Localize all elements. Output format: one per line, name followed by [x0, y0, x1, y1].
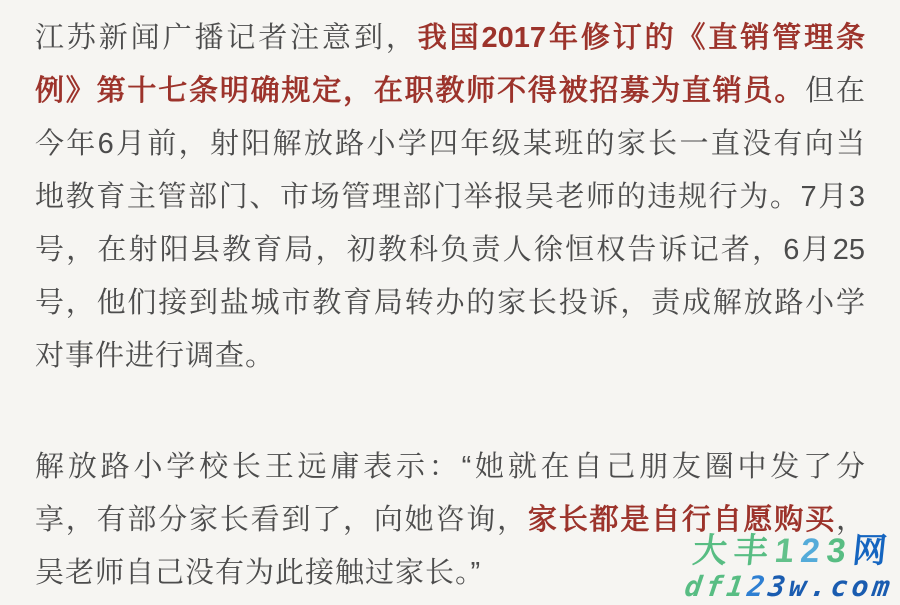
watermark-char: d: [683, 570, 709, 603]
watermark-char: 1: [724, 570, 751, 603]
watermark-char: m: [870, 570, 897, 603]
text-line: [35, 547, 865, 600]
text-line: [35, 171, 865, 224]
watermark-char: c: [829, 570, 855, 603]
text-line: [35, 494, 865, 547]
watermark-char: 网: [851, 532, 897, 570]
body-text: ，: [835, 504, 865, 536]
watermark-char: o: [849, 570, 876, 603]
body-text: 享，有部分家长看到了，向她咨询，: [35, 504, 528, 536]
body-text: 江苏新闻广播记者注意到，: [35, 22, 418, 54]
watermark-char: 1: [773, 532, 804, 570]
body-text: 解放路小学校长王远庸表示：“她就在自己朋友圈中发了分: [35, 451, 865, 483]
body-text: 吴老师自己没有为此接触过家长。”: [35, 557, 482, 589]
watermark-char: 大: [691, 532, 737, 570]
text-line: [35, 277, 865, 330]
text-line: [35, 12, 865, 65]
text-line: [35, 118, 865, 171]
text-line: [35, 65, 865, 118]
text-line: [35, 330, 865, 383]
body-text: 号，在射阳县教育局，初教科负责人徐恒权告诉记者，6月25: [35, 234, 865, 266]
article-body: [35, 12, 865, 600]
highlighted-text: 我国2017年修订的《直销管理条: [417, 22, 865, 54]
body-text: 对事件进行调查。: [35, 340, 276, 372]
text-line: [35, 441, 865, 494]
body-text: 但在: [805, 75, 865, 107]
body-text: 号，他们接到盐城市教育局转办的家长投诉，责成解放路小学: [35, 287, 865, 319]
body-text: 今年6月前，射阳解放路小学四年级某班的家长一直没有向当: [35, 128, 865, 160]
watermark-char: 丰: [732, 532, 778, 570]
watermark-char: w: [787, 570, 813, 603]
paragraph: [35, 441, 865, 600]
highlighted-text: 例》第十七条明确规定，在职教师不得被招募为直销员。: [35, 75, 806, 107]
watermark-char: 3: [825, 532, 856, 570]
highlighted-text: 家长都是自行自愿购买: [527, 504, 836, 536]
watermark-char: 2: [799, 532, 830, 570]
text-line: [35, 224, 865, 277]
watermark-char: .: [808, 570, 834, 603]
paragraph: [35, 12, 865, 383]
watermark-char: f: [703, 570, 730, 603]
watermark-char: 2: [745, 570, 772, 603]
body-text: 地教育主管部门、市场管理部门举报吴老师的违规行为。7月3: [35, 181, 865, 213]
watermark-char: 3: [766, 570, 793, 603]
